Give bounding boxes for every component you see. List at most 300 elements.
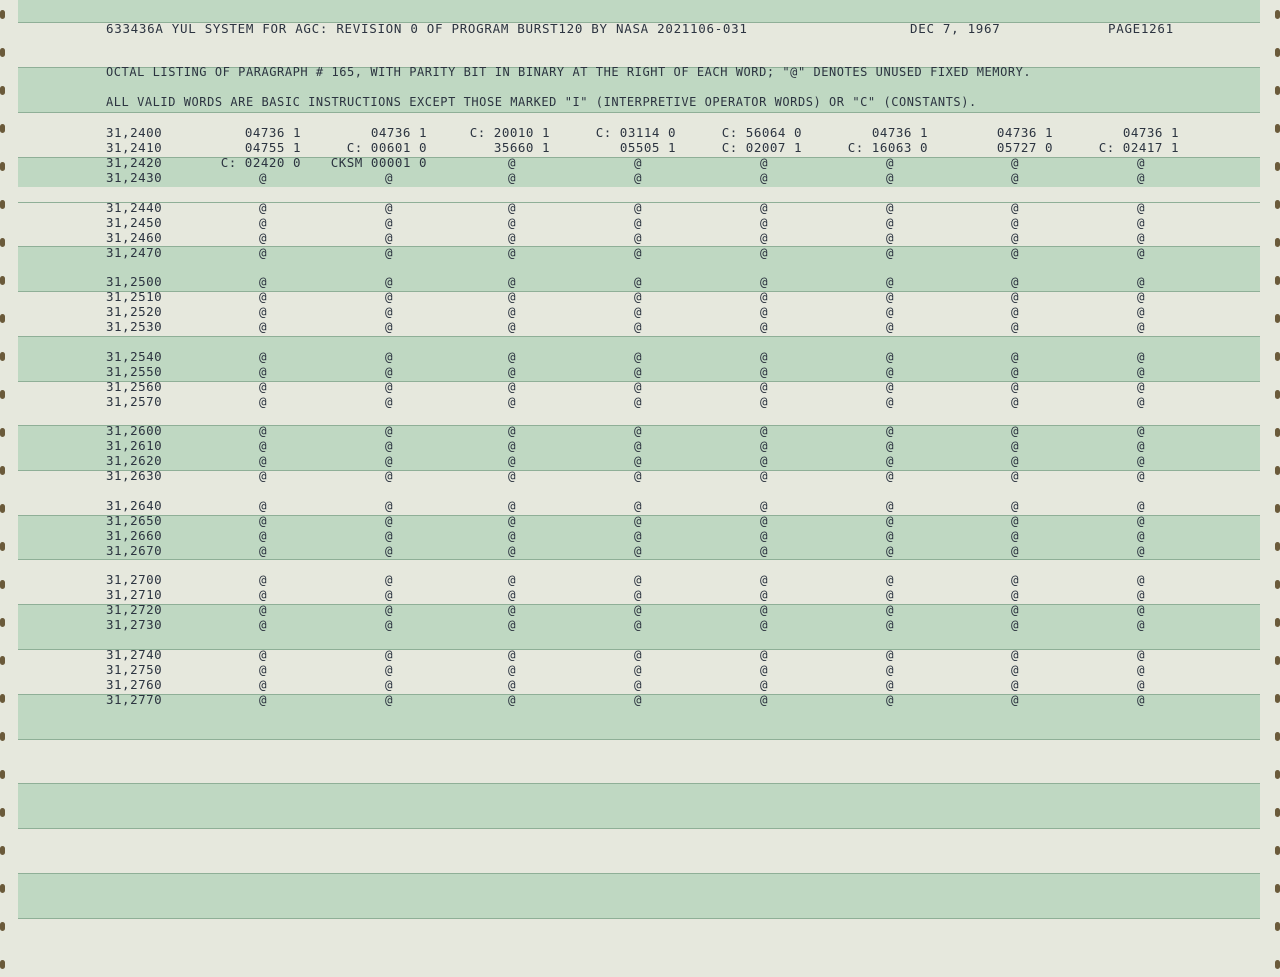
memory-word: @ — [385, 542, 394, 558]
memory-word: @ — [1011, 602, 1020, 617]
memory-word: @ — [385, 453, 394, 468]
memory-word: @ — [259, 542, 268, 558]
memory-word: @ — [886, 661, 895, 677]
row-address: 31,2520 — [106, 304, 163, 319]
memory-word: @ — [259, 348, 268, 364]
sprocket-hole — [0, 314, 5, 323]
memory-word: @ — [1011, 289, 1020, 304]
memory-word: @ — [1137, 661, 1146, 677]
memory-word: @ — [385, 587, 394, 602]
memory-word: @ — [634, 527, 643, 543]
memory-word: @ — [385, 572, 394, 587]
memory-word: @ — [508, 423, 517, 438]
memory-word: @ — [1137, 527, 1146, 543]
sprocket-hole — [0, 86, 5, 95]
bar-rule — [18, 918, 1260, 919]
memory-word: @ — [385, 214, 394, 230]
sprocket-hole — [0, 390, 5, 399]
memory-word: @ — [1137, 393, 1146, 409]
memory-word: @ — [760, 661, 769, 677]
memory-word: @ — [1137, 497, 1146, 513]
memory-word: @ — [1137, 304, 1146, 319]
memory-word: @ — [634, 423, 643, 438]
memory-word: @ — [385, 199, 394, 215]
sprocket-hole — [1275, 314, 1280, 323]
sprocket-hole — [1275, 846, 1280, 855]
row-address: 31,2620 — [106, 453, 163, 468]
row-address: 31,2720 — [106, 602, 163, 617]
green-bar — [18, 783, 1260, 828]
memory-word: @ — [634, 199, 643, 215]
memory-word: @ — [1137, 155, 1146, 170]
memory-word: @ — [1011, 468, 1020, 483]
row-address: 31,2470 — [106, 244, 163, 260]
memory-word: @ — [508, 542, 517, 558]
memory-word: @ — [1011, 527, 1020, 543]
memory-word: @ — [886, 453, 895, 468]
memory-word: @ — [760, 646, 769, 662]
memory-word: @ — [508, 274, 517, 289]
memory-word: @ — [1011, 393, 1020, 409]
row-address: 31,2740 — [106, 646, 163, 662]
memory-word: @ — [385, 363, 394, 379]
memory-word: @ — [1011, 199, 1020, 215]
memory-word: @ — [886, 319, 895, 334]
memory-word: @ — [385, 676, 394, 692]
memory-word: @ — [634, 512, 643, 528]
memory-word: @ — [1011, 617, 1020, 632]
row-address: 31,2460 — [106, 229, 163, 245]
memory-word: C: 56064 0 — [721, 125, 802, 140]
memory-word: @ — [1011, 244, 1020, 260]
memory-word: @ — [634, 363, 643, 379]
row-address: 31,2700 — [106, 572, 163, 587]
memory-word: @ — [886, 363, 895, 379]
row-address: 31,2540 — [106, 348, 163, 364]
memory-word: @ — [1137, 617, 1146, 632]
memory-word: @ — [259, 497, 268, 513]
memory-word: @ — [508, 289, 517, 304]
page-number: PAGE1261 — [1108, 21, 1174, 36]
memory-word: @ — [259, 423, 268, 438]
memory-word: @ — [760, 676, 769, 692]
row-address: 31,2400 — [106, 125, 163, 140]
memory-word: @ — [508, 363, 517, 379]
sprocket-hole — [0, 352, 5, 361]
memory-word: @ — [1137, 289, 1146, 304]
memory-word: @ — [886, 572, 895, 587]
memory-word: @ — [508, 527, 517, 543]
memory-word: @ — [634, 602, 643, 617]
memory-word: @ — [508, 572, 517, 587]
sprocket-hole — [1275, 808, 1280, 817]
bar-rule — [18, 559, 1260, 560]
memory-word: @ — [259, 274, 268, 289]
memory-word: @ — [634, 661, 643, 677]
memory-word: @ — [385, 646, 394, 662]
memory-word: @ — [259, 587, 268, 602]
memory-word: @ — [634, 319, 643, 334]
memory-word: @ — [1011, 423, 1020, 438]
memory-word: @ — [259, 393, 268, 409]
memory-word: @ — [1011, 214, 1020, 230]
memory-word: @ — [508, 438, 517, 453]
memory-word: @ — [259, 229, 268, 245]
memory-word: @ — [259, 453, 268, 468]
memory-word: @ — [886, 289, 895, 304]
memory-word: @ — [886, 214, 895, 230]
memory-word: @ — [1137, 348, 1146, 364]
memory-word: @ — [385, 378, 394, 394]
green-bar — [18, 873, 1260, 918]
sprocket-hole — [1275, 656, 1280, 665]
memory-word: @ — [760, 423, 769, 438]
memory-word: @ — [1137, 378, 1146, 394]
memory-word: @ — [385, 438, 394, 453]
memory-word: @ — [385, 289, 394, 304]
memory-word: @ — [760, 363, 769, 379]
memory-word: @ — [508, 512, 517, 528]
memory-word: @ — [760, 512, 769, 528]
memory-word: @ — [1137, 676, 1146, 692]
memory-word: @ — [760, 393, 769, 409]
memory-word: @ — [634, 676, 643, 692]
memory-word: @ — [385, 661, 394, 677]
memory-word: @ — [760, 348, 769, 364]
memory-word: @ — [886, 423, 895, 438]
row-address: 31,2750 — [106, 661, 163, 677]
memory-word: @ — [886, 527, 895, 543]
sprocket-hole — [0, 884, 5, 893]
row-address: 31,2560 — [106, 378, 163, 394]
memory-word: @ — [886, 155, 895, 170]
memory-word: @ — [760, 155, 769, 170]
memory-word: @ — [508, 468, 517, 483]
sprocket-hole — [1275, 124, 1280, 133]
sprocket-hole — [0, 580, 5, 589]
sprocket-hole — [0, 960, 5, 969]
memory-word: @ — [259, 646, 268, 662]
sprocket-hole — [1275, 618, 1280, 627]
memory-word: @ — [259, 676, 268, 692]
memory-word: @ — [1137, 244, 1146, 260]
row-address: 31,2730 — [106, 617, 163, 632]
memory-word: @ — [760, 378, 769, 394]
memory-word: 04736 1 — [244, 125, 301, 140]
sprocket-hole — [0, 618, 5, 627]
memory-word: @ — [1137, 438, 1146, 453]
sprocket-hole — [0, 10, 5, 19]
memory-word: @ — [634, 244, 643, 260]
memory-word: @ — [886, 170, 895, 185]
memory-word: @ — [760, 289, 769, 304]
memory-word: @ — [634, 214, 643, 230]
memory-word: @ — [1011, 378, 1020, 394]
memory-word: C: 20010 1 — [469, 125, 550, 140]
sprocket-hole — [1275, 884, 1280, 893]
memory-word: @ — [508, 587, 517, 602]
sprocket-hole — [0, 200, 5, 209]
memory-word: @ — [508, 617, 517, 632]
memory-word: @ — [760, 617, 769, 632]
memory-word: @ — [1011, 155, 1020, 170]
memory-word: @ — [886, 512, 895, 528]
memory-word: @ — [760, 438, 769, 453]
memory-word: @ — [1137, 542, 1146, 558]
memory-word: @ — [760, 199, 769, 215]
memory-word: @ — [508, 304, 517, 319]
memory-word: @ — [508, 497, 517, 513]
memory-word: @ — [760, 587, 769, 602]
memory-word: @ — [634, 229, 643, 245]
memory-word: @ — [1011, 646, 1020, 662]
memory-word: @ — [508, 199, 517, 215]
memory-word: @ — [1137, 170, 1146, 185]
memory-word: C: 00601 0 — [346, 140, 427, 155]
memory-word: @ — [634, 348, 643, 364]
memory-word: @ — [760, 214, 769, 230]
memory-word: @ — [634, 587, 643, 602]
memory-word: @ — [508, 348, 517, 364]
memory-word: C: 02007 1 — [721, 140, 802, 155]
memory-word: @ — [1137, 214, 1146, 230]
memory-word: C: 16063 0 — [847, 140, 928, 155]
sprocket-hole — [1275, 238, 1280, 247]
memory-word: @ — [385, 229, 394, 245]
memory-word: @ — [634, 274, 643, 289]
program-header: 633436A YUL SYSTEM FOR AGC: REVISION 0 OF PROGRAM BURST120 BY NASA 2021106-031 — [106, 21, 748, 36]
memory-word: 04755 1 — [244, 140, 301, 155]
memory-word: @ — [259, 199, 268, 215]
memory-word: @ — [886, 348, 895, 364]
memory-word: @ — [259, 244, 268, 260]
row-address: 31,2670 — [106, 542, 163, 558]
memory-word: @ — [886, 602, 895, 617]
memory-word: @ — [886, 587, 895, 602]
green-bar — [18, 0, 1260, 22]
memory-word: @ — [259, 363, 268, 379]
sprocket-hole — [0, 124, 5, 133]
memory-word: @ — [259, 468, 268, 483]
memory-word: 04736 1 — [996, 125, 1053, 140]
row-address: 31,2600 — [106, 423, 163, 438]
memory-word: @ — [1011, 497, 1020, 513]
memory-word: @ — [259, 214, 268, 230]
memory-word: C: 03114 0 — [595, 125, 676, 140]
sprocket-hole — [0, 466, 5, 475]
memory-word: @ — [259, 438, 268, 453]
memory-word: @ — [886, 497, 895, 513]
sprocket-hole — [1275, 276, 1280, 285]
memory-word: @ — [508, 244, 517, 260]
memory-word: @ — [760, 691, 769, 707]
row-address: 31,2610 — [106, 438, 163, 453]
memory-word: @ — [385, 497, 394, 513]
memory-word: @ — [634, 289, 643, 304]
memory-word: 05727 0 — [996, 140, 1053, 155]
memory-word: @ — [259, 512, 268, 528]
memory-word: 35660 1 — [493, 140, 550, 155]
memory-word: @ — [1137, 363, 1146, 379]
memory-word: @ — [634, 468, 643, 483]
memory-word: @ — [634, 497, 643, 513]
sprocket-hole — [1275, 694, 1280, 703]
memory-word: @ — [259, 691, 268, 707]
memory-word: @ — [1011, 363, 1020, 379]
memory-word: @ — [1011, 229, 1020, 245]
memory-word: @ — [1011, 691, 1020, 707]
memory-word: @ — [1011, 453, 1020, 468]
sprocket-hole — [0, 808, 5, 817]
sprocket-hole — [0, 542, 5, 551]
memory-word: @ — [760, 244, 769, 260]
memory-word: @ — [385, 348, 394, 364]
sprocket-hole — [1275, 352, 1280, 361]
row-address: 31,2410 — [106, 140, 163, 155]
memory-word: @ — [259, 617, 268, 632]
sprocket-hole — [1275, 428, 1280, 437]
row-address: 31,2450 — [106, 214, 163, 230]
memory-word: @ — [634, 304, 643, 319]
memory-word: 04736 1 — [370, 125, 427, 140]
memory-word: @ — [259, 319, 268, 334]
memory-word: @ — [385, 170, 394, 185]
memory-word: @ — [760, 602, 769, 617]
memory-word: @ — [1011, 319, 1020, 334]
sprocket-hole — [1275, 86, 1280, 95]
memory-word: @ — [508, 453, 517, 468]
row-address: 31,2770 — [106, 691, 163, 707]
memory-word: @ — [259, 378, 268, 394]
sprocket-hole — [1275, 542, 1280, 551]
sprocket-hole — [1275, 960, 1280, 969]
memory-word: @ — [1011, 676, 1020, 692]
memory-word: @ — [1137, 423, 1146, 438]
memory-word: @ — [760, 572, 769, 587]
memory-word: @ — [1011, 661, 1020, 677]
row-address: 31,2510 — [106, 289, 163, 304]
memory-word: @ — [1011, 438, 1020, 453]
memory-word: @ — [760, 527, 769, 543]
memory-word: @ — [760, 229, 769, 245]
sprocket-hole — [1275, 770, 1280, 779]
memory-word: @ — [760, 453, 769, 468]
sprocket-hole — [1275, 390, 1280, 399]
memory-word: @ — [760, 304, 769, 319]
memory-word: @ — [760, 542, 769, 558]
memory-word: @ — [259, 572, 268, 587]
memory-word: @ — [886, 542, 895, 558]
bar-rule — [18, 828, 1260, 829]
memory-word: @ — [886, 438, 895, 453]
sprocket-hole — [1275, 922, 1280, 931]
sprocket-hole — [0, 656, 5, 665]
memory-word: @ — [259, 289, 268, 304]
memory-word: @ — [1137, 319, 1146, 334]
memory-word: @ — [385, 512, 394, 528]
sprocket-hole — [0, 694, 5, 703]
memory-word: @ — [508, 602, 517, 617]
memory-word: @ — [886, 304, 895, 319]
memory-word: @ — [508, 676, 517, 692]
memory-word: @ — [760, 170, 769, 185]
sprocket-hole — [1275, 10, 1280, 19]
memory-word: @ — [259, 602, 268, 617]
sprocket-hole — [1275, 200, 1280, 209]
sprocket-hole — [0, 846, 5, 855]
memory-word: @ — [1137, 602, 1146, 617]
memory-word: @ — [1011, 542, 1020, 558]
sprocket-hole — [0, 162, 5, 171]
memory-word: @ — [886, 646, 895, 662]
sprocket-hole — [0, 732, 5, 741]
memory-word: @ — [886, 468, 895, 483]
row-address: 31,2530 — [106, 319, 163, 334]
memory-word: 04736 1 — [871, 125, 928, 140]
memory-word: @ — [1011, 512, 1020, 528]
memory-word: @ — [886, 199, 895, 215]
sprocket-hole — [0, 276, 5, 285]
memory-word: @ — [508, 319, 517, 334]
memory-word: @ — [886, 274, 895, 289]
memory-word: 04736 1 — [1122, 125, 1179, 140]
memory-word: @ — [634, 393, 643, 409]
memory-word: @ — [1137, 468, 1146, 483]
sprocket-hole — [1275, 504, 1280, 513]
memory-word: @ — [508, 229, 517, 245]
memory-word: @ — [886, 691, 895, 707]
memory-word: C: 02417 1 — [1098, 140, 1179, 155]
memory-word: @ — [1137, 229, 1146, 245]
sprocket-hole — [1275, 580, 1280, 589]
memory-word: @ — [760, 468, 769, 483]
memory-word: @ — [385, 423, 394, 438]
bar-rule — [18, 873, 1260, 874]
memory-word: @ — [1011, 348, 1020, 364]
row-address: 31,2630 — [106, 468, 163, 483]
memory-word: @ — [508, 661, 517, 677]
row-address: 31,2430 — [106, 170, 163, 185]
memory-word: @ — [259, 661, 268, 677]
memory-word: @ — [1137, 274, 1146, 289]
sprocket-hole — [0, 48, 5, 57]
description-line-2: ALL VALID WORDS ARE BASIC INSTRUCTIONS EXCEPT THOSE MARKED "I" (INTERPRETIVE OPERATOR WORDS) OR "C" (CONSTANTS). — [106, 95, 977, 109]
memory-word: @ — [385, 319, 394, 334]
memory-word: @ — [385, 691, 394, 707]
memory-word: @ — [385, 274, 394, 289]
memory-word: @ — [1137, 587, 1146, 602]
memory-word: @ — [1011, 274, 1020, 289]
memory-word: @ — [634, 378, 643, 394]
memory-word: @ — [385, 527, 394, 543]
row-address: 31,2500 — [106, 274, 163, 289]
memory-word: @ — [886, 617, 895, 632]
memory-word: @ — [1137, 691, 1146, 707]
sprocket-hole — [0, 922, 5, 931]
row-address: 31,2570 — [106, 393, 163, 409]
memory-word: @ — [760, 497, 769, 513]
bar-rule — [18, 739, 1260, 740]
memory-word: @ — [886, 676, 895, 692]
memory-word: @ — [634, 542, 643, 558]
memory-word: 05505 1 — [619, 140, 676, 155]
sprocket-hole — [1275, 732, 1280, 741]
row-address: 31,2420 — [106, 155, 163, 170]
memory-word: CKSM 00001 0 — [330, 155, 427, 170]
memory-word: @ — [634, 453, 643, 468]
memory-word: @ — [508, 393, 517, 409]
memory-word: @ — [385, 617, 394, 632]
